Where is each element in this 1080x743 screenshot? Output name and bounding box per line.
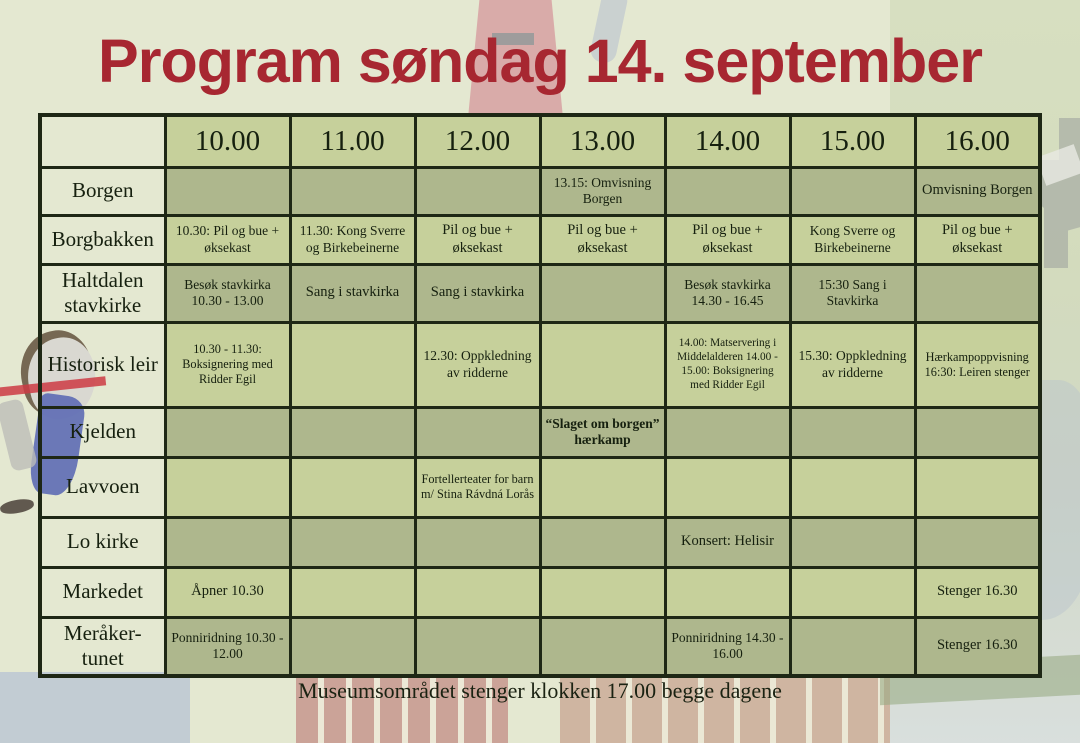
table-row bbox=[40, 215, 1040, 264]
schedule-cell bbox=[790, 167, 915, 215]
schedule-cell: 13.15: Omvisning Borgen bbox=[540, 167, 665, 215]
schedule-cell bbox=[165, 167, 290, 215]
schedule-cell: Sang i stavkirka bbox=[290, 264, 415, 322]
row-label: Markedet bbox=[40, 567, 165, 617]
schedule-cell: Besøk stavkirka 14.30 - 16.45 bbox=[665, 264, 790, 322]
hoof-illustration bbox=[0, 497, 35, 516]
schedule-cell bbox=[540, 617, 665, 676]
schedule-cell: Pil og bue + øksekast bbox=[415, 215, 540, 264]
schedule-cell: Sang i stavkirka bbox=[415, 264, 540, 322]
schedule-cell: Pil og bue + øksekast bbox=[540, 215, 665, 264]
schedule-cell: Kong Sverre og Birkebeinerne bbox=[790, 215, 915, 264]
closing-note: Museumsområdet stenger klokken 17.00 begge dagene bbox=[298, 678, 782, 703]
schedule-cell: 11.30: Kong Sverre og Birkebeinerne bbox=[290, 215, 415, 264]
schedule-cell bbox=[915, 457, 1040, 517]
schedule-cell bbox=[290, 167, 415, 215]
schedule-cell bbox=[790, 457, 915, 517]
row-label: Haltdalen stavkirke bbox=[40, 264, 165, 322]
schedule-cell bbox=[665, 457, 790, 517]
table-row bbox=[40, 517, 1040, 567]
schedule-cell: Fortellerteater for barn m/ Stina Rávdná Lorås bbox=[415, 457, 540, 517]
schedule-cell bbox=[165, 457, 290, 517]
schedule-cell bbox=[915, 264, 1040, 322]
schedule-cell: Konsert: Helisir bbox=[665, 517, 790, 567]
schedule-cell bbox=[165, 517, 290, 567]
table-row bbox=[40, 322, 1040, 407]
schedule-cell: Stenger 16.30 bbox=[915, 617, 1040, 676]
row-label: Lavvoen bbox=[40, 457, 165, 517]
schedule-cell bbox=[415, 517, 540, 567]
row-label: Borgbakken bbox=[40, 215, 165, 264]
time-header: 13.00 bbox=[540, 115, 665, 167]
time-header: 12.00 bbox=[415, 115, 540, 167]
schedule-cell: Ponniridning 14.30 - 16.00 bbox=[665, 617, 790, 676]
schedule-cell bbox=[290, 567, 415, 617]
schedule-cell bbox=[790, 407, 915, 457]
schedule-cell bbox=[540, 517, 665, 567]
table-row bbox=[40, 167, 1040, 215]
schedule-cell: Omvisning Borgen bbox=[915, 167, 1040, 215]
schedule-cell bbox=[290, 322, 415, 407]
schedule-cell bbox=[915, 517, 1040, 567]
table-row bbox=[40, 617, 1040, 676]
time-header: 14.00 bbox=[665, 115, 790, 167]
time-header: 16.00 bbox=[915, 115, 1040, 167]
table-row bbox=[40, 457, 1040, 517]
schedule-cell: 10.30: Pil og bue + øksekast bbox=[165, 215, 290, 264]
page-title: Program søndag 14. september bbox=[98, 27, 982, 95]
schedule-cell bbox=[665, 567, 790, 617]
schedule-cell bbox=[290, 407, 415, 457]
schedule-cell bbox=[290, 617, 415, 676]
schedule-cell bbox=[665, 407, 790, 457]
schedule-cell bbox=[415, 567, 540, 617]
schedule-cell: Ponniridning 10.30 - 12.00 bbox=[165, 617, 290, 676]
schedule-cell: Pil og bue + øksekast bbox=[665, 215, 790, 264]
schedule-cell: Åpner 10.30 bbox=[165, 567, 290, 617]
table-row bbox=[40, 407, 1040, 457]
schedule-cell: Pil og bue + øksekast bbox=[915, 215, 1040, 264]
row-label: Lo kirke bbox=[40, 517, 165, 567]
row-label: Historisk leir bbox=[40, 322, 165, 407]
table-row bbox=[40, 264, 1040, 322]
row-label: Kjelden bbox=[40, 407, 165, 457]
schedule-cell bbox=[540, 457, 665, 517]
schedule-cell bbox=[415, 167, 540, 215]
table-row bbox=[40, 567, 1040, 617]
corner-cell bbox=[40, 115, 165, 167]
schedule-cell bbox=[540, 567, 665, 617]
row-label: Meråker-tunet bbox=[40, 617, 165, 676]
schedule-cell: 15.30: Oppkledning av ridderne bbox=[790, 322, 915, 407]
schedule-cell: Stenger 16.30 bbox=[915, 567, 1040, 617]
schedule-cell bbox=[790, 617, 915, 676]
program-table-body bbox=[40, 167, 1040, 676]
schedule-cell bbox=[665, 167, 790, 215]
time-header: 11.00 bbox=[290, 115, 415, 167]
schedule-cell: 14.00: Matservering i Middelalderen 14.00 - 15.00: Boksignering med Ridder Egil bbox=[665, 322, 790, 407]
program-table bbox=[38, 113, 1042, 678]
time-header: 10.00 bbox=[165, 115, 290, 167]
schedule-cell bbox=[415, 617, 540, 676]
row-label: Borgen bbox=[40, 167, 165, 215]
gray-drape-illustration bbox=[0, 398, 38, 472]
schedule-cell bbox=[415, 407, 540, 457]
time-header: 15.00 bbox=[790, 115, 915, 167]
schedule-cell: “Slaget om borgen” hærkamp bbox=[540, 407, 665, 457]
schedule-cell: Hærkampoppvisning 16:30: Leiren stenger bbox=[915, 322, 1040, 407]
schedule-cell: 10.30 - 11.30: Boksignering med Ridder Egil bbox=[165, 322, 290, 407]
schedule-cell bbox=[915, 407, 1040, 457]
schedule-cell: 12.30: Oppkledning av ridderne bbox=[415, 322, 540, 407]
schedule-cell bbox=[165, 407, 290, 457]
schedule-cell bbox=[540, 264, 665, 322]
time-header-row bbox=[40, 115, 1040, 167]
schedule-cell bbox=[540, 322, 665, 407]
schedule-cell bbox=[290, 517, 415, 567]
schedule-cell bbox=[790, 517, 915, 567]
schedule-cell bbox=[790, 567, 915, 617]
schedule-cell bbox=[290, 457, 415, 517]
schedule-cell: Besøk stavkirka 10.30 - 13.00 bbox=[165, 264, 290, 322]
schedule-cell: 15:30 Sang i Stavkirka bbox=[790, 264, 915, 322]
